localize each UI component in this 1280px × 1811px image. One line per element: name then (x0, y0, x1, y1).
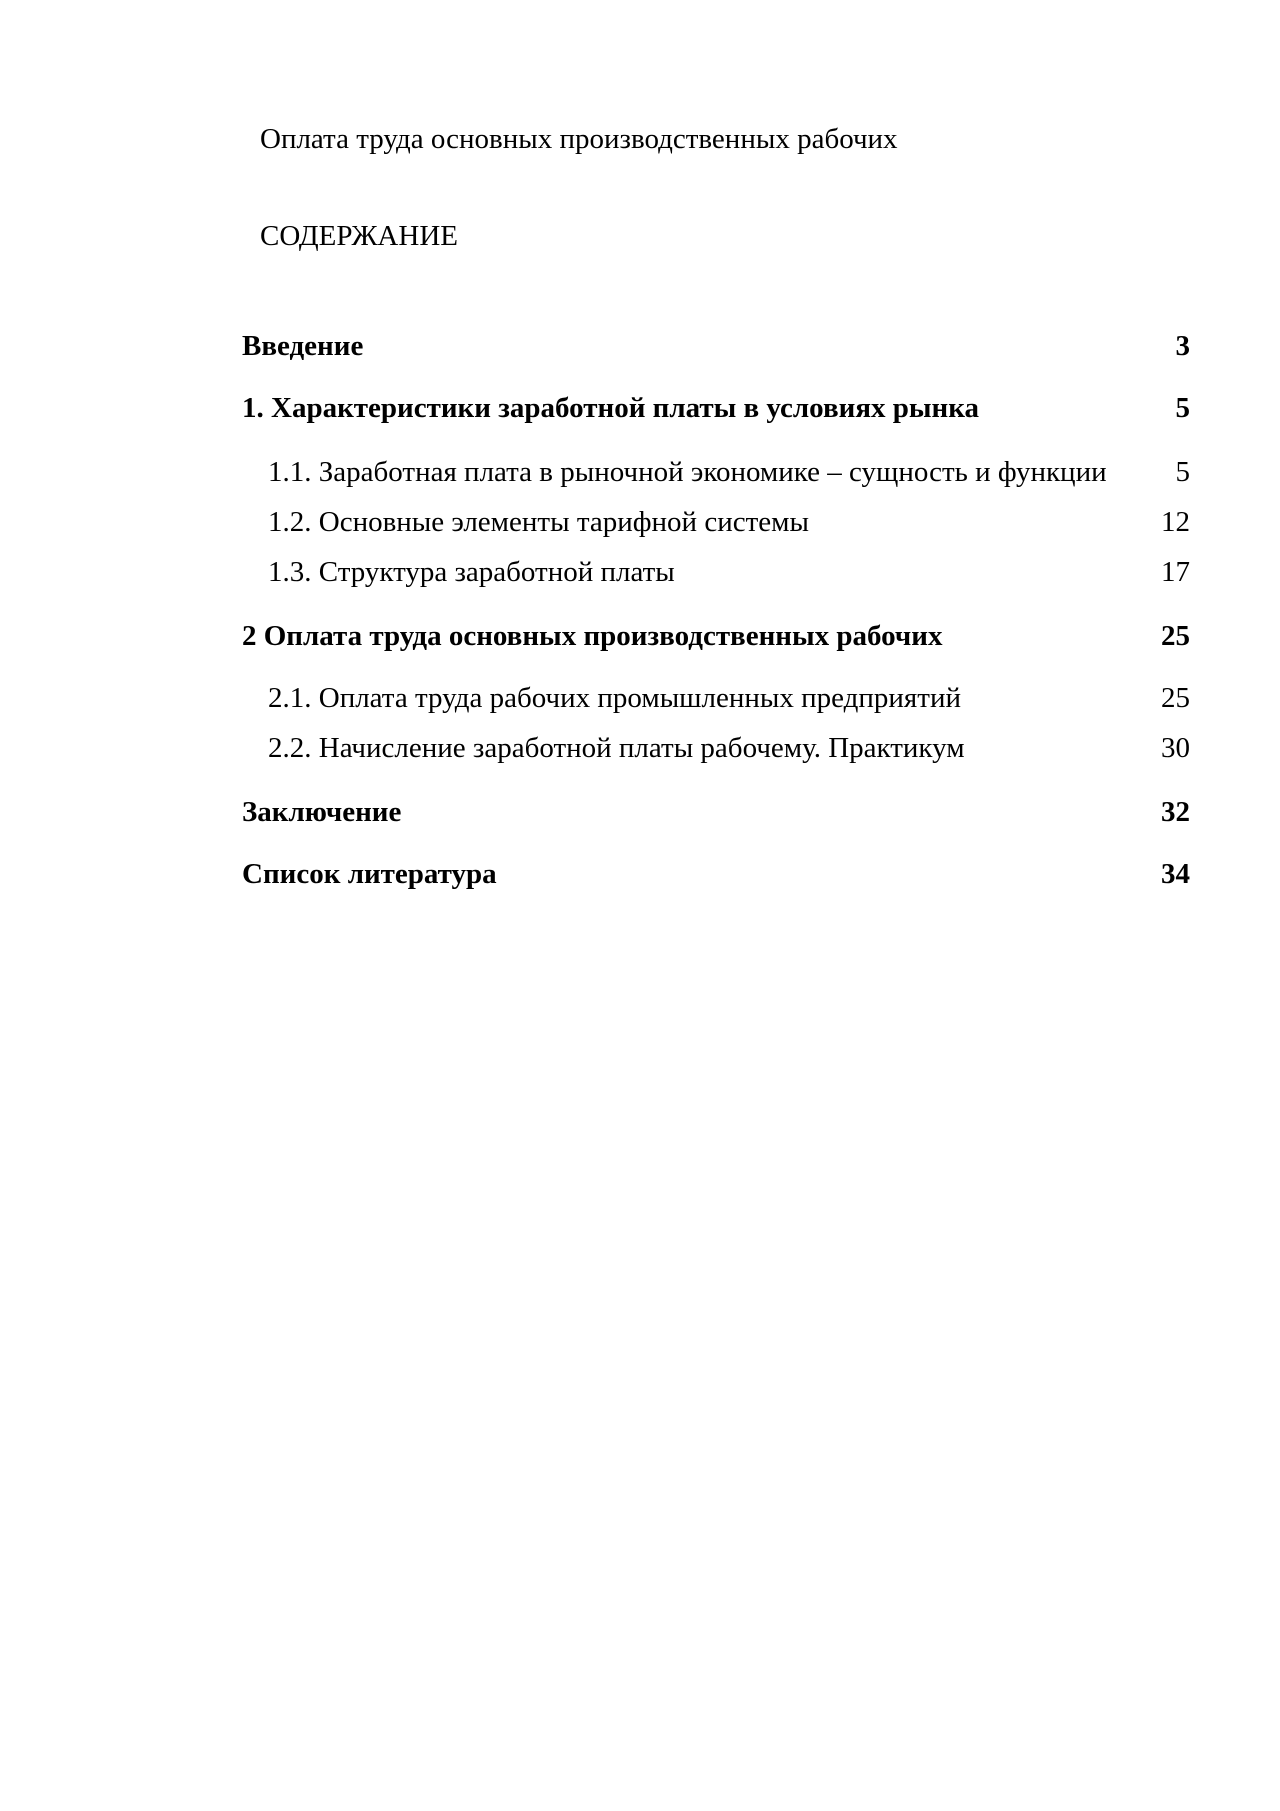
toc-entry-page: 17 (1161, 556, 1190, 588)
toc-entry-page: 25 (1161, 620, 1190, 652)
toc-entry-chapter-2[interactable] (242, 616, 1190, 656)
toc-entry-page: 3 (1175, 330, 1190, 362)
document-title: Оплата труда основных производственных рабочих (260, 123, 898, 155)
toc-entry-page: 5 (1175, 456, 1190, 488)
toc-entry-section-1-2[interactable] (242, 502, 1190, 542)
toc-entry-introduction[interactable] (242, 326, 1190, 366)
toc-heading: СОДЕРЖАНИЕ (260, 220, 458, 252)
toc-entry-bibliography[interactable] (242, 854, 1190, 894)
toc-entry-page: 34 (1161, 858, 1190, 890)
toc-entry-label: 1.2. Основные элементы тарифной системы (268, 506, 809, 538)
table-of-contents (242, 0, 1190, 1811)
toc-entry-label: Заключение (242, 796, 402, 828)
toc-entry-section-2-2[interactable] (242, 728, 1190, 768)
toc-entry-label: 2.2. Начисление заработной платы рабочему. Практикум (268, 732, 965, 764)
toc-entry-page: 12 (1161, 506, 1190, 538)
toc-entry-section-2-1[interactable] (242, 678, 1190, 718)
toc-entry-label: 1.3. Структура заработной платы (268, 556, 675, 588)
toc-entry-page: 30 (1161, 732, 1190, 764)
toc-entry-page: 32 (1161, 796, 1190, 828)
toc-entry-section-1-3[interactable] (242, 552, 1190, 592)
toc-entry-chapter-1[interactable] (242, 388, 1190, 428)
toc-entry-page: 25 (1161, 682, 1190, 714)
toc-entry-label: 1.1. Заработная плата в рыночной экономике – сущность и функции (268, 456, 1107, 488)
toc-entry-label: 1. Характеристики заработной платы в условиях рынка (242, 392, 980, 424)
toc-entry-label: Список литература (242, 858, 497, 890)
toc-entry-label: 2.1. Оплата труда рабочих промышленных предприятий (268, 682, 961, 714)
toc-entry-label: 2 Оплата труда основных производственных рабочих (242, 620, 943, 652)
toc-entry-section-1-1[interactable] (242, 452, 1190, 492)
toc-entry-page: 5 (1175, 392, 1190, 424)
toc-entry-label: Введение (242, 330, 364, 362)
toc-entry-conclusion[interactable] (242, 792, 1190, 832)
